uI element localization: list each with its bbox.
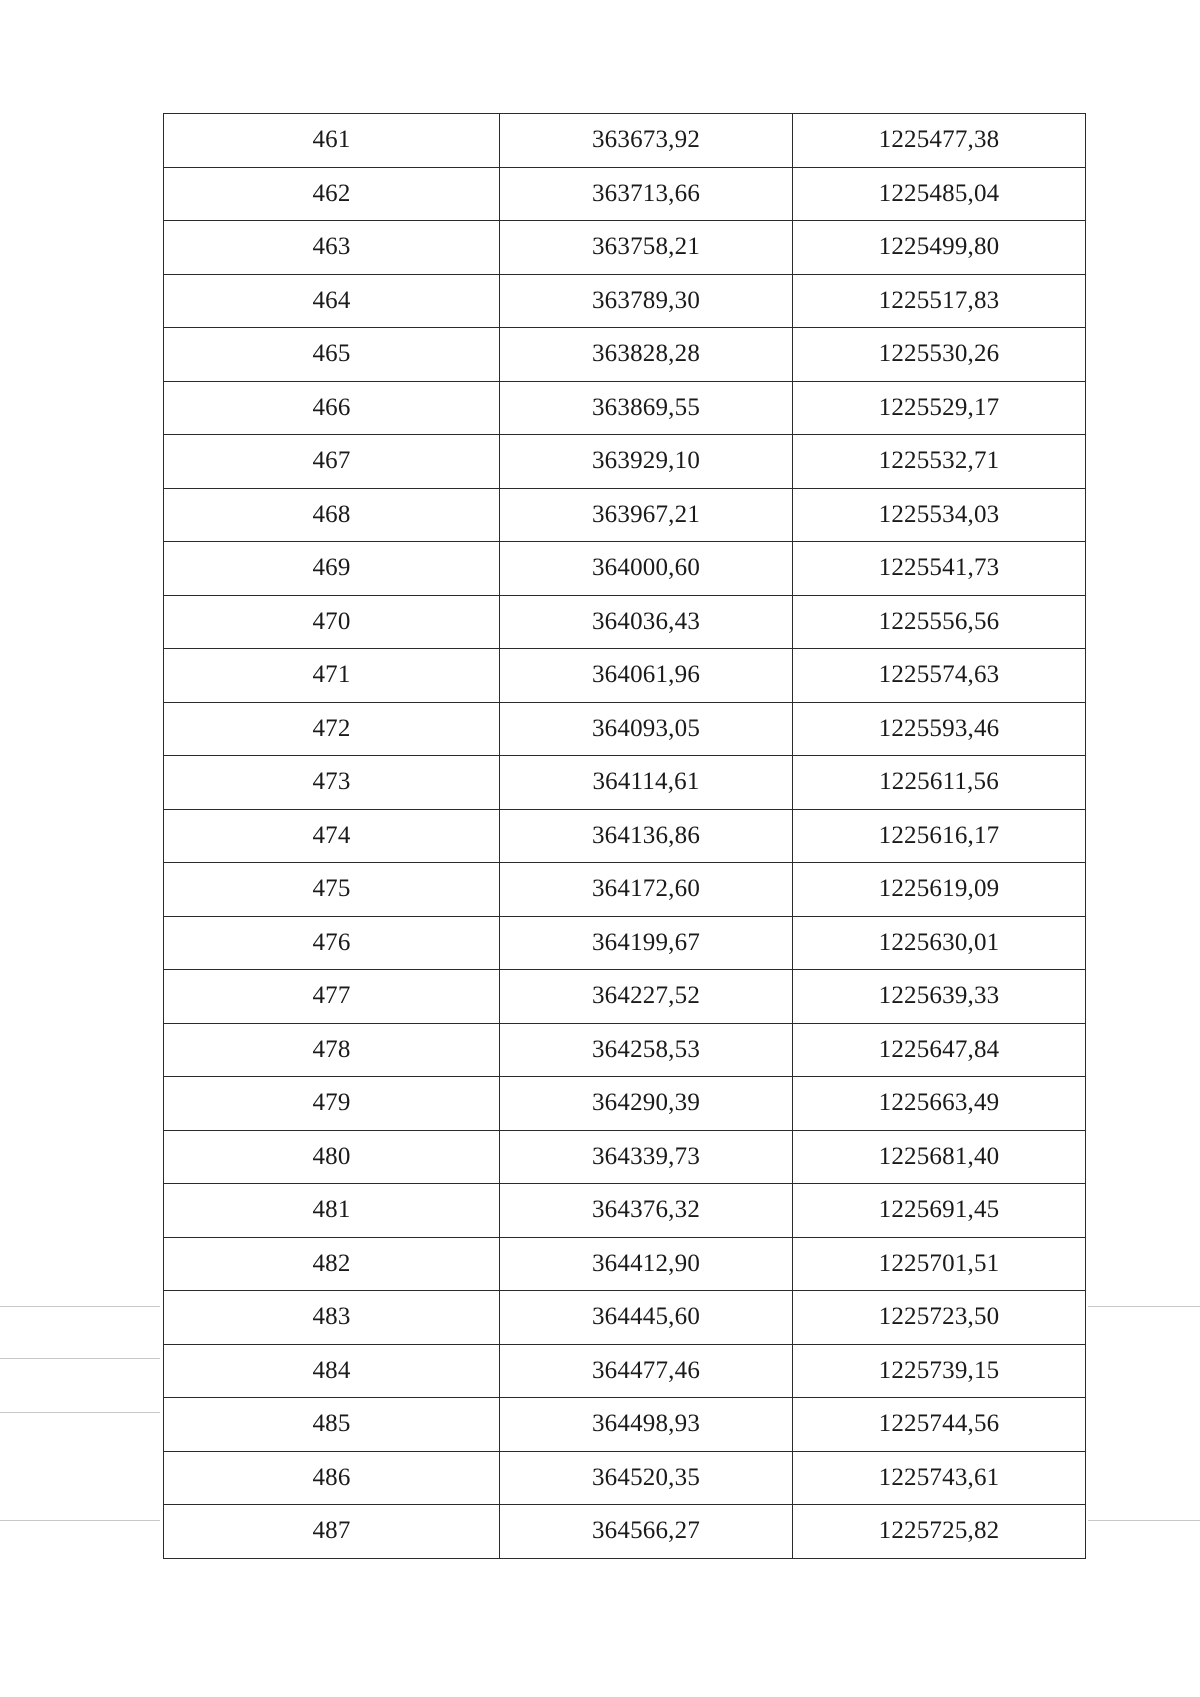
point-number-cell: 480 <box>164 1130 500 1184</box>
x-coordinate-cell: 364036,43 <box>500 595 793 649</box>
point-number-cell: 462 <box>164 167 500 221</box>
point-number-cell: 478 <box>164 1023 500 1077</box>
y-coordinate-cell: 1225701,51 <box>793 1237 1086 1291</box>
y-coordinate-cell: 1225639,33 <box>793 970 1086 1024</box>
y-coordinate-cell: 1225744,56 <box>793 1398 1086 1452</box>
y-coordinate-cell: 1225663,49 <box>793 1077 1086 1131</box>
x-coordinate-cell: 364445,60 <box>500 1291 793 1345</box>
y-coordinate-cell: 1225517,83 <box>793 274 1086 328</box>
x-coordinate-cell: 364290,39 <box>500 1077 793 1131</box>
point-number-cell: 476 <box>164 916 500 970</box>
table-row <box>164 1291 1086 1345</box>
table-row <box>164 1184 1086 1238</box>
point-number-cell: 470 <box>164 595 500 649</box>
x-coordinate-cell: 364227,52 <box>500 970 793 1024</box>
table-row <box>164 916 1086 970</box>
x-coordinate-cell: 364339,73 <box>500 1130 793 1184</box>
x-coordinate-cell: 364000,60 <box>500 542 793 596</box>
point-number-cell: 471 <box>164 649 500 703</box>
table-row <box>164 328 1086 382</box>
point-number-cell: 461 <box>164 114 500 168</box>
table-row <box>164 1344 1086 1398</box>
table-row <box>164 1023 1086 1077</box>
point-number-cell: 485 <box>164 1398 500 1452</box>
y-coordinate-cell: 1225541,73 <box>793 542 1086 596</box>
table-row <box>164 381 1086 435</box>
y-coordinate-cell: 1225691,45 <box>793 1184 1086 1238</box>
x-coordinate-cell: 363713,66 <box>500 167 793 221</box>
y-coordinate-cell: 1225739,15 <box>793 1344 1086 1398</box>
point-number-cell: 466 <box>164 381 500 435</box>
y-coordinate-cell: 1225593,46 <box>793 702 1086 756</box>
x-coordinate-cell: 364136,86 <box>500 809 793 863</box>
point-number-cell: 475 <box>164 863 500 917</box>
table-row <box>164 114 1086 168</box>
point-number-cell: 472 <box>164 702 500 756</box>
table-row <box>164 863 1086 917</box>
table-row <box>164 1077 1086 1131</box>
table-row <box>164 970 1086 1024</box>
y-coordinate-cell: 1225556,56 <box>793 595 1086 649</box>
point-number-cell: 481 <box>164 1184 500 1238</box>
x-coordinate-cell: 363828,28 <box>500 328 793 382</box>
table-row <box>164 702 1086 756</box>
y-coordinate-cell: 1225619,09 <box>793 863 1086 917</box>
table-row <box>164 1505 1086 1559</box>
point-number-cell: 464 <box>164 274 500 328</box>
coordinates-table <box>163 113 1086 1559</box>
scan-artifact-line <box>0 1412 160 1413</box>
y-coordinate-cell: 1225532,71 <box>793 435 1086 489</box>
x-coordinate-cell: 364199,67 <box>500 916 793 970</box>
y-coordinate-cell: 1225574,63 <box>793 649 1086 703</box>
x-coordinate-cell: 364520,35 <box>500 1451 793 1505</box>
point-number-cell: 465 <box>164 328 500 382</box>
point-number-cell: 473 <box>164 756 500 810</box>
point-number-cell: 483 <box>164 1291 500 1345</box>
point-number-cell: 484 <box>164 1344 500 1398</box>
scan-artifact-line <box>0 1306 160 1307</box>
scan-artifact-line <box>1088 1306 1200 1307</box>
x-coordinate-cell: 363967,21 <box>500 488 793 542</box>
point-number-cell: 468 <box>164 488 500 542</box>
point-number-cell: 474 <box>164 809 500 863</box>
x-coordinate-cell: 364498,93 <box>500 1398 793 1452</box>
y-coordinate-cell: 1225485,04 <box>793 167 1086 221</box>
point-number-cell: 463 <box>164 221 500 275</box>
x-coordinate-cell: 363869,55 <box>500 381 793 435</box>
x-coordinate-cell: 364566,27 <box>500 1505 793 1559</box>
table-row <box>164 274 1086 328</box>
table-row <box>164 1451 1086 1505</box>
table-row <box>164 488 1086 542</box>
x-coordinate-cell: 363673,92 <box>500 114 793 168</box>
table-row <box>164 1130 1086 1184</box>
scan-artifact-line <box>0 1520 160 1521</box>
table-row <box>164 595 1086 649</box>
point-number-cell: 479 <box>164 1077 500 1131</box>
point-number-cell: 477 <box>164 970 500 1024</box>
coordinates-table-body <box>164 114 1086 1559</box>
y-coordinate-cell: 1225725,82 <box>793 1505 1086 1559</box>
x-coordinate-cell: 363758,21 <box>500 221 793 275</box>
y-coordinate-cell: 1225534,03 <box>793 488 1086 542</box>
point-number-cell: 487 <box>164 1505 500 1559</box>
point-number-cell: 467 <box>164 435 500 489</box>
x-coordinate-cell: 364093,05 <box>500 702 793 756</box>
table-row <box>164 649 1086 703</box>
point-number-cell: 469 <box>164 542 500 596</box>
table-row <box>164 756 1086 810</box>
y-coordinate-cell: 1225630,01 <box>793 916 1086 970</box>
x-coordinate-cell: 364258,53 <box>500 1023 793 1077</box>
x-coordinate-cell: 364061,96 <box>500 649 793 703</box>
table-row <box>164 221 1086 275</box>
scan-artifact-line <box>0 1358 160 1359</box>
y-coordinate-cell: 1225743,61 <box>793 1451 1086 1505</box>
x-coordinate-cell: 363789,30 <box>500 274 793 328</box>
y-coordinate-cell: 1225529,17 <box>793 381 1086 435</box>
y-coordinate-cell: 1225723,50 <box>793 1291 1086 1345</box>
x-coordinate-cell: 364412,90 <box>500 1237 793 1291</box>
y-coordinate-cell: 1225647,84 <box>793 1023 1086 1077</box>
y-coordinate-cell: 1225530,26 <box>793 328 1086 382</box>
table-row <box>164 435 1086 489</box>
y-coordinate-cell: 1225616,17 <box>793 809 1086 863</box>
y-coordinate-cell: 1225611,56 <box>793 756 1086 810</box>
scan-artifact-line <box>1088 1520 1200 1521</box>
x-coordinate-cell: 364477,46 <box>500 1344 793 1398</box>
table-row <box>164 809 1086 863</box>
y-coordinate-cell: 1225477,38 <box>793 114 1086 168</box>
x-coordinate-cell: 364114,61 <box>500 756 793 810</box>
y-coordinate-cell: 1225681,40 <box>793 1130 1086 1184</box>
y-coordinate-cell: 1225499,80 <box>793 221 1086 275</box>
x-coordinate-cell: 364172,60 <box>500 863 793 917</box>
point-number-cell: 486 <box>164 1451 500 1505</box>
point-number-cell: 482 <box>164 1237 500 1291</box>
table-row <box>164 1237 1086 1291</box>
table-row <box>164 167 1086 221</box>
table-row <box>164 542 1086 596</box>
x-coordinate-cell: 364376,32 <box>500 1184 793 1238</box>
table-row <box>164 1398 1086 1452</box>
x-coordinate-cell: 363929,10 <box>500 435 793 489</box>
